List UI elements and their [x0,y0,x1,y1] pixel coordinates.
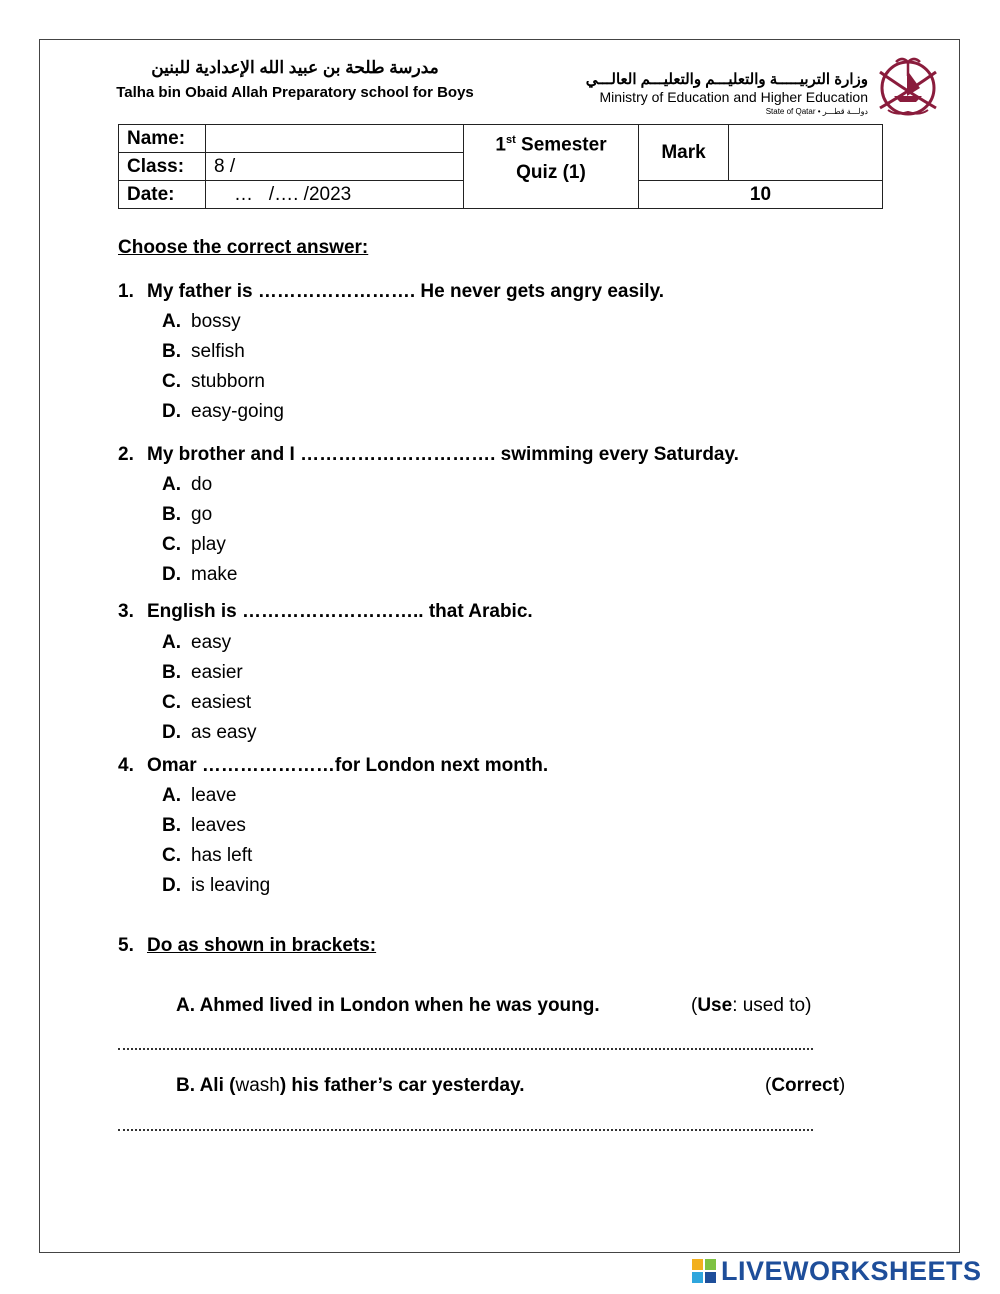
ministry-name-arabic: وزارة التربيـــــة والتعليـــم والتعليـــم العالـــي [585,71,868,88]
section-title: Do as shown in brackets: [147,935,377,956]
option-letter: C. [162,371,181,392]
liveworksheets-brand: LIVEWORKSHEETS [721,1256,982,1286]
option-text: has left [191,845,253,866]
option-3c[interactable] [162,692,251,714]
class-field[interactable]: 8 / [206,153,464,181]
semester-superscript: st [505,134,516,146]
option-text: go [191,504,213,525]
question-text: English is ……………………….. that Arabic. [147,601,533,622]
option-1b[interactable] [162,341,245,363]
option-letter: A. [162,632,181,653]
bracket-close: ) [838,1075,846,1096]
liveworksheets-logo [692,1256,992,1286]
semester-quiz-cell [464,125,639,209]
mark-label: Mark [639,125,729,181]
name-label: Name: [119,125,206,153]
option-text: easy-going [191,401,284,422]
date-field[interactable]: … /…. /2023 [206,181,464,209]
student-info-table [118,124,883,209]
option-letter: A. [162,311,181,332]
option-letter: B. [162,815,181,836]
transform-b-sentence [176,1075,524,1097]
option-letter: D. [162,722,181,743]
option-3d[interactable] [162,722,256,744]
option-letter: C. [162,692,181,713]
section-5-heading [118,935,376,957]
option-text: stubborn [191,371,265,392]
option-letter: D. [162,875,181,896]
option-text: easier [191,662,243,683]
class-label: Class: [119,153,206,181]
state-of-qatar-label: State of Qatar • دولـــة قطـــر [765,107,868,116]
option-text: is leaving [191,875,271,896]
option-2b[interactable] [162,504,212,526]
question-number: 1. [118,281,134,302]
section-number: 5. [118,935,134,956]
school-name-arabic: مدرسة طلحة بن عبيد الله الإعدادية للبنين [151,58,439,77]
option-text: play [191,534,226,555]
option-1d[interactable] [162,401,284,423]
ministry-name-english: Ministry of Education and Higher Education [599,89,868,105]
option-text: leaves [191,815,246,836]
option-1c[interactable] [162,371,265,393]
option-2c[interactable] [162,534,226,556]
option-1a[interactable] [162,311,241,333]
semester-number: 1 [495,134,506,156]
question-1 [118,281,664,303]
option-4a[interactable] [162,785,236,807]
bracket-open: ( [765,1075,772,1096]
instruction-heading: Choose the correct answer: [118,237,369,258]
question-number: 2. [118,444,134,465]
option-letter: B. [162,504,181,525]
option-2d[interactable] [162,564,237,586]
question-2 [118,444,739,466]
question-4 [118,755,548,777]
question-number: 3. [118,601,134,622]
answer-line-b[interactable] [118,1129,813,1131]
option-text: leave [191,785,237,806]
mark-field[interactable] [729,125,883,181]
transform-b-instruction [765,1075,845,1097]
transform-a-sentence: A. Ahmed lived in London when he was young. [176,995,600,1016]
bracket-open: ( [691,995,698,1016]
option-text: easy [191,632,232,653]
verb-in-brackets: wash [235,1075,280,1096]
option-text: do [191,474,213,495]
hint-keyword: Use [697,995,733,1016]
sentence-end: ) his father’s car yesterday. [279,1075,525,1096]
question-text: My brother and I …………………………. swimming every Saturday. [147,444,739,465]
hint-keyword: Correct [771,1075,839,1096]
question-3 [118,601,533,623]
option-2a[interactable] [162,474,212,496]
option-4d[interactable] [162,875,270,897]
date-label: Date: [119,181,206,209]
option-text: selfish [191,341,245,362]
sentence-start: B. Ali ( [176,1075,236,1096]
option-4b[interactable] [162,815,246,837]
option-text: make [191,564,238,585]
option-letter: C. [162,845,181,866]
quiz-label: Quiz (1) [516,162,586,184]
option-text: easiest [191,692,252,713]
hint-rest: : used to) [732,995,812,1016]
option-4c[interactable] [162,845,252,867]
qatar-emblem-icon [872,52,944,122]
school-name-english: Talha bin Obaid Allah Preparatory school for Boys [116,84,474,101]
answer-line-a[interactable] [118,1048,813,1050]
total-mark: 10 [639,181,883,209]
name-field[interactable] [206,125,464,153]
semester-word: Semester [515,134,607,156]
option-letter: A. [162,785,181,806]
question-text: My father is ……………………. He never gets angry easily. [147,281,665,302]
question-text: Omar …………………for London next month. [147,755,549,776]
question-number: 4. [118,755,134,776]
option-letter: D. [162,564,181,585]
option-text: as easy [191,722,257,743]
option-letter: A. [162,474,181,495]
transform-a-instruction [691,995,811,1017]
option-letter: D. [162,401,181,422]
liveworksheets-blocks-icon [692,1259,718,1283]
option-letter: C. [162,534,181,555]
option-3b[interactable] [162,662,243,684]
option-letter: B. [162,341,181,362]
option-3a[interactable] [162,632,231,654]
option-letter: B. [162,662,181,683]
option-text: bossy [191,311,241,332]
